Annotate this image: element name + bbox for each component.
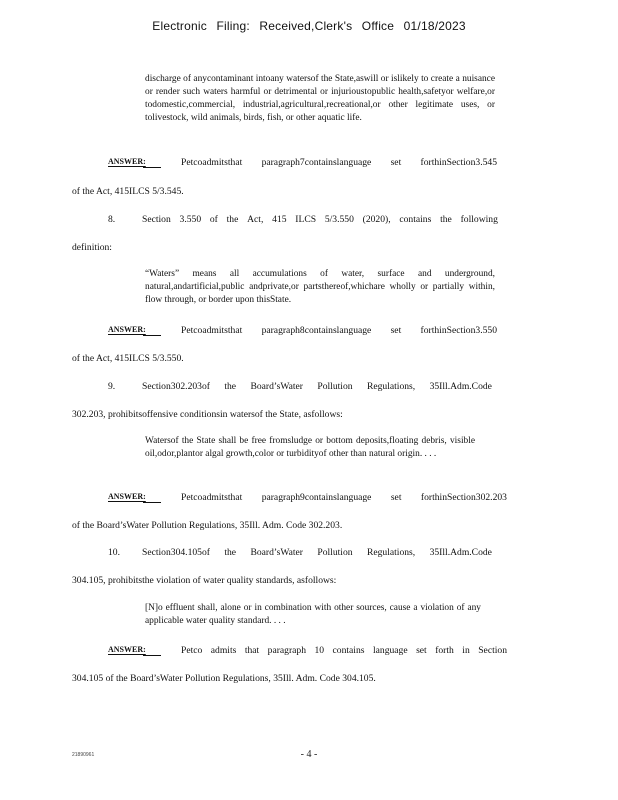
answer-underline <box>143 655 161 656</box>
answer-underline <box>143 335 161 336</box>
para10-answer-line1: Petco admits that paragraph 10 contains language set forth in Section <box>181 645 507 656</box>
para10-line1: Section304.105of the Board’sWater Pollution Regulations, 35Ill.Adm.Code <box>142 547 492 558</box>
para9-answer-line1: Petcoadmitsthat paragraph9containslanguage set forthinSection302.203 <box>181 492 507 503</box>
para8-answer-line2: of the Act, 415ILCS 5/3.550. <box>72 353 184 364</box>
para8-quote: “Waters” means all accumulations of water, surface and underground, natural,andartificial,public andprivate,or partsthereof,whichare wholly or partially within, flow through, or border upon thisState. <box>145 269 495 305</box>
para7-answer-line1: Petcoadmitsthat paragraph7containslanguage set forthinSection3.545 <box>181 157 497 168</box>
para10-answer-line2: 304.105 of the Board’sWater Pollution Regulations, 35Ill. Adm. Code 304.105. <box>72 673 376 684</box>
para10-line2: 304.105, prohibitsthe violation of water quality standards, asfollows: <box>72 575 337 586</box>
para8-number: 8. <box>108 214 116 225</box>
answer-underline <box>143 167 161 168</box>
answer-underline <box>143 502 161 503</box>
quote-continuation: discharge of anycontaminant intoany watersof the State,aswill or islikely to create a nuisance or render such waters harmful or detrimental or injurioustopublic health,safetyor welfare,or todomestic,commercial, industrial,agricultural,recreational,or other legitimate uses, or tolivestock, wild animals, birds, fish, or other aquatic life. <box>145 74 495 123</box>
para8-answer-line1: Petcoadmitsthat paragraph8containslanguage set forthinSection3.550 <box>181 325 497 336</box>
para9-answer-line2: of the Board’sWater Pollution Regulations, 35Ill. Adm. Code 302.203. <box>72 520 343 531</box>
para7-answer-line2: of the Act, 415ILCS 5/3.545. <box>72 186 184 197</box>
para9-number: 9. <box>108 381 116 392</box>
page-number: - 4 - <box>300 749 318 760</box>
answer-label: ANSWER: <box>108 492 146 501</box>
para10-quote: [N]o effluent shall, alone or in combination with other sources, cause a violation of any applicable water quality standard. . . . <box>145 603 481 626</box>
answer-label: ANSWER: <box>108 645 146 654</box>
para8-line1: Section 3.550 of the Act, 415 ILCS 5/3.550 (2020), contains the following <box>142 214 498 225</box>
answer-label: ANSWER: <box>108 157 146 166</box>
para8-line2: definition: <box>72 242 112 253</box>
document-id: 21890961 <box>72 752 95 758</box>
answer-label: ANSWER: <box>108 325 146 334</box>
para10-number: 10. <box>108 547 120 558</box>
para9-quote: Watersof the State shall be free fromsludge or bottom deposits,floating debris, visible oil,odor,plantor algal growth,color or turbidityof other than natural origin. . . . <box>145 436 475 459</box>
filing-header: Electronic Filing: Received,Clerk's Office 01/18/2023 <box>152 19 466 33</box>
para9-line2: 302.203, prohibitsoffensive conditionsin watersof the State, asfollows: <box>72 409 343 420</box>
para9-line1: Section302.203of the Board’sWater Pollution Regulations, 35Ill.Adm.Code <box>142 381 492 392</box>
